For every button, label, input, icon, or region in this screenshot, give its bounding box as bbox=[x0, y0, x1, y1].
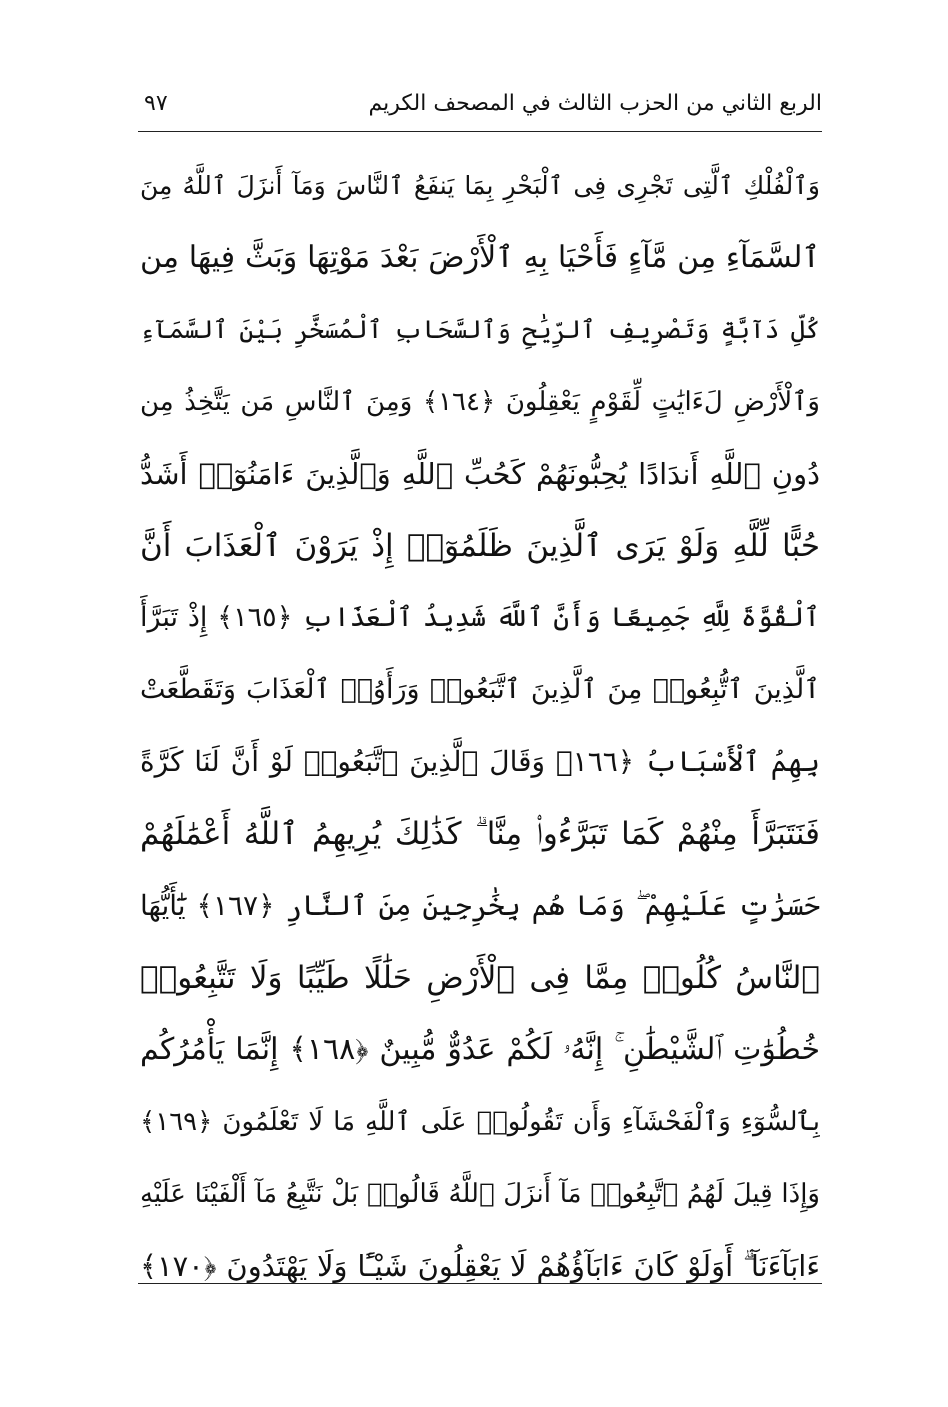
quran-text-block bbox=[140, 150, 820, 1302]
text-line: ٱلنَّاسُ كُلُوا۟ مِمَّا فِى ٱلْأَرْضِ حَلَٰلًا طَيِّبًا وَلَا تَتَّبِعُوا۟ bbox=[140, 960, 820, 996]
header-divider bbox=[138, 131, 822, 132]
text-line: ءَابَآءَنَآ ۗ أَوَلَوْ كَانَ ءَابَآؤُهُمْ لَا يَعْقِلُونَ شَيْـًٔا وَلَا يَهْتَدُونَ ﴿١٧٠﴾ bbox=[140, 1249, 820, 1283]
text-line: ٱلْقُوَّةَ لِلَّهِ جَمِيعًا وَأَنَّ ٱللَّهَ شَدِيدُ ٱلْعَذَابِ ﴿١٦٥﴾ إِذْ تَبَرَّأَ bbox=[140, 602, 820, 633]
text-line: خُطُوَٰتِ ٱلشَّيْطَٰنِ ۚ إِنَّهُۥ لَكُمْ عَدُوٌّ مُّبِينٌ ﴿١٦٨﴾ إِنَّمَا يَأْمُرُكُم bbox=[140, 1032, 820, 1067]
text-line: بِهِمُ ٱلْأَسْبَابُ ﴿١٦٦﴾ وَقَالَ ٱلَّذِينَ ٱتَّبَعُوا۟ لَوْ أَنَّ لَنَا كَرَّةً bbox=[140, 745, 820, 778]
page-header bbox=[138, 88, 822, 132]
text-line: كُلِّ دَآبَّةٍ وَتَصْرِيفِ ٱلرِّيَٰحِ وَٱلسَّحَابِ ٱلْمُسَخَّرِ بَيْنَ ٱلسَّمَآءِ bbox=[140, 315, 820, 344]
text-line: وَٱلْأَرْضِ لَءَايَٰتٍ لِّقَوْمٍ يَعْقِلُونَ ﴿١٦٤﴾ وَمِنَ ٱلنَّاسِ مَن يَتَّخِذُ مِن bbox=[140, 387, 820, 417]
section-title: الربع الثاني من الحزب الثالث في المصحف الكريم bbox=[368, 91, 822, 116]
text-line: حَسَرَٰتٍ عَلَيْهِمْ ۖ وَمَا هُم بِخَٰرِجِينَ مِنَ ٱلنَّارِ ﴿١٦٧﴾ يَٰٓأَيُّهَا bbox=[140, 889, 820, 922]
text-line: حُبًّا لِّلَّهِ وَلَوْ يَرَى ٱلَّذِينَ ظَلَمُوٓا۟ إِذْ يَرَوْنَ ٱلْعَذَابَ أَنَّ bbox=[140, 528, 820, 564]
text-line: وَإِذَا قِيلَ لَهُمُ ٱتَّبِعُوا۟ مَآ أَنزَلَ ٱللَّهُ قَالُوا۟ بَلْ نَتَّبِعُ مَآ أَلْفَيْنَا عَلَيْهِ bbox=[140, 1179, 820, 1209]
text-line: بِٱلسُّوٓءِ وَٱلْفَحْشَآءِ وَأَن تَقُولُوا۟ عَلَى ٱللَّهِ مَا لَا تَعْلَمُونَ ﴿١٦٩﴾ bbox=[140, 1107, 820, 1137]
text-line: ٱلسَّمَآءِ مِن مَّآءٍ فَأَحْيَا بِهِ ٱلْأَرْضَ بَعْدَ مَوْتِهَا وَبَثَّ فِيهَا مِن bbox=[140, 240, 820, 275]
text-line: وَٱلْفُلْكِ ٱلَّتِى تَجْرِى فِى ٱلْبَحْرِ بِمَا يَنفَعُ ٱلنَّاسَ وَمَآ أَنزَلَ ٱللَّهُ مِنَ bbox=[140, 171, 820, 200]
text-line: دُونِ ٱللَّهِ أَندَادًا يُحِبُّونَهُمْ كَحُبِّ ٱللَّهِ وَٱلَّذِينَ ءَامَنُوٓا۟ أَشَدُّ bbox=[140, 457, 820, 491]
page-number: ٩٧ bbox=[144, 91, 168, 116]
text-line: ٱلَّذِينَ ٱتُّبِعُوا۟ مِنَ ٱلَّذِينَ ٱتَّبَعُوا۟ وَرَأَوُا۟ ٱلْعَذَابَ وَتَقَطَّعَتْ bbox=[140, 674, 820, 705]
footer-divider bbox=[138, 1283, 822, 1284]
text-line: فَنَتَبَرَّأَ مِنْهُمْ كَمَا تَبَرَّءُوا۟ مِنَّا ۗ كَذَٰلِكَ يُرِيهِمُ ٱللَّهُ أَعْمَٰلَهُمْ bbox=[140, 816, 820, 852]
